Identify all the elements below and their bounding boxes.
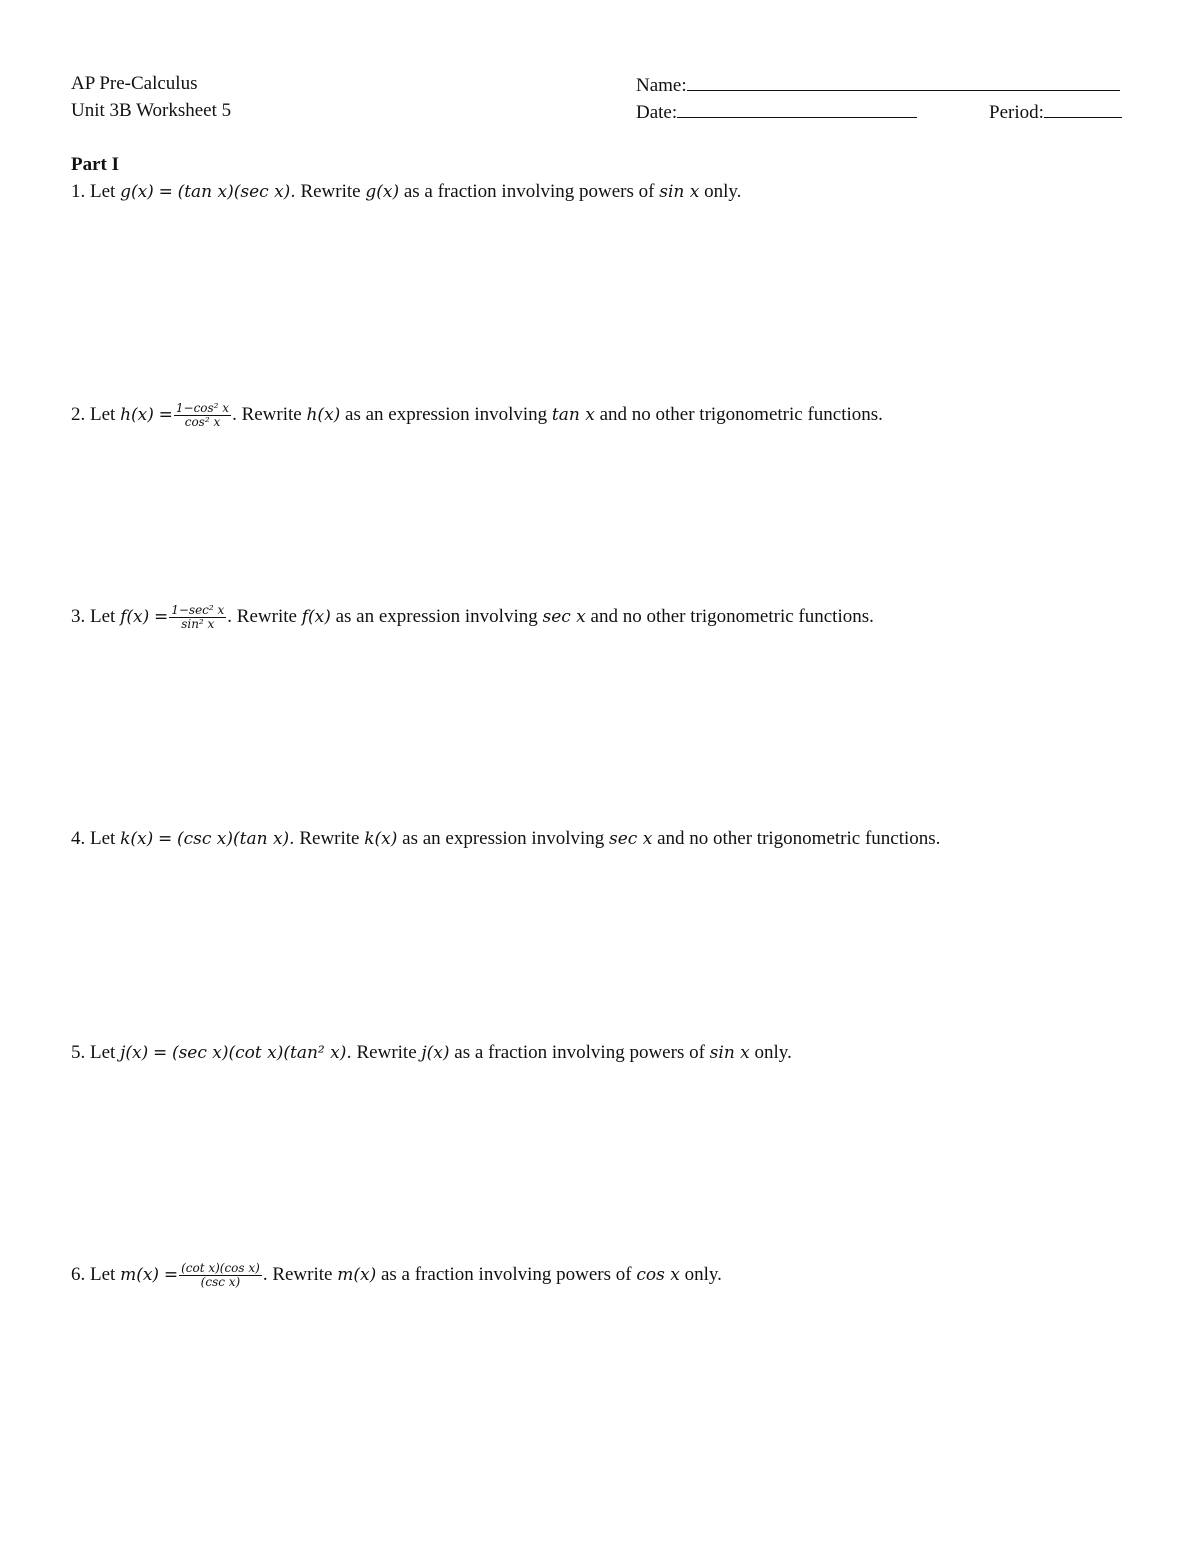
- target-function: sec x: [542, 607, 586, 627]
- section-title: Part I: [71, 154, 120, 175]
- problem-number: 1.: [71, 181, 86, 202]
- name-field[interactable]: [687, 73, 1120, 91]
- date-field[interactable]: [677, 100, 917, 118]
- period-field[interactable]: [1044, 100, 1122, 118]
- function-name: k(x): [120, 829, 154, 849]
- function-name: j(x): [120, 1043, 149, 1063]
- denominator: sin² x: [181, 617, 215, 632]
- problem-6: 6. Let m(x) = $\frac{\text{(cot x)(cos x)}}{\text{(csc x)}}$ . Rewrite m(x) as a fraction involving powers of cos x only.: [71, 1261, 722, 1290]
- period-row: [989, 100, 1122, 124]
- fraction: [174, 402, 231, 429]
- problem-5: 5. Let j(x) = (sec x)(cot x)(tan² x). Rewrite j(x) as a fraction involving powers of sin x only.: [71, 1042, 792, 1063]
- fraction: [179, 1262, 262, 1289]
- function-expression: (sec x)(cot x)(tan² x).: [171, 1043, 352, 1063]
- function-name: g(x): [120, 182, 154, 202]
- problem-1: 1. Let g(x) = (tan x)(sec x). Rewrite g(x) as a fraction involving powers of sin x only.: [71, 181, 742, 202]
- target-function: tan x: [551, 405, 595, 425]
- target-function: sin x: [709, 1043, 750, 1063]
- function-name: f(x): [120, 607, 150, 627]
- worksheet-title: Unit 3B Worksheet 5: [71, 100, 232, 121]
- date-row: [636, 100, 917, 124]
- name-label: Name:: [636, 75, 687, 96]
- numerator: (cot x)(cos x): [181, 1261, 260, 1276]
- function-name: h(x): [120, 405, 154, 425]
- numerator: 1−sec² x: [171, 603, 225, 618]
- problem-number: 5.: [71, 1042, 86, 1063]
- problem-number: 4.: [71, 828, 86, 849]
- problem-4: 4. Let k(x) = (csc x)(tan x). Rewrite k(x) as an expression involving sec x and no other trigonometric functions.: [71, 828, 941, 849]
- name-row: [636, 73, 1120, 97]
- numerator: 1−cos² x: [175, 401, 230, 416]
- function-expression: (csc x)(tan x).: [176, 829, 295, 849]
- target-function: sec x: [609, 829, 653, 849]
- period-label: Period:: [989, 102, 1044, 123]
- problem-number: 6.: [71, 1264, 86, 1285]
- target-function: sin x: [659, 182, 700, 202]
- date-label: Date:: [636, 102, 678, 123]
- problem-number: 2.: [71, 404, 86, 425]
- target-function: cos x: [636, 1265, 680, 1285]
- course-title: AP Pre-Calculus: [71, 73, 198, 94]
- problem-3: 3. Let f(x) = $\frac{\text{1−sec² x}}{\text{sin² x}}$ . Rewrite f(x) as an expression involving sec x and no other trigonometric functions.: [71, 603, 874, 632]
- problem-2: 2. Let h(x) = $\frac{\text{1−cos² x}}{\text{cos² x}}$ . Rewrite h(x) as an expression involving tan x and no other trigonometric functions.: [71, 401, 883, 430]
- denominator: cos² x: [184, 415, 221, 430]
- fraction: [169, 604, 226, 631]
- problem-number: 3.: [71, 606, 86, 627]
- function-name: m(x): [120, 1265, 160, 1285]
- denominator: (csc x): [200, 1275, 241, 1290]
- function-expression: (tan x)(sec x).: [177, 182, 296, 202]
